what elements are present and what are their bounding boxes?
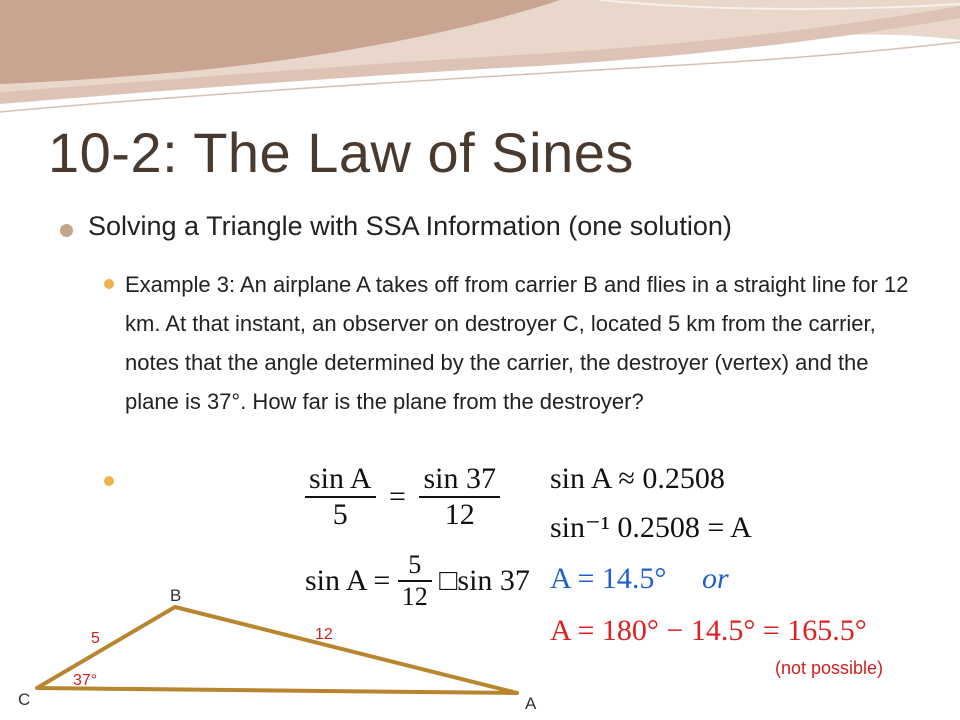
eq1-right-denominator: 12 bbox=[444, 498, 475, 531]
vertex-c-label: C bbox=[18, 690, 31, 709]
eq2-denominator: 12 bbox=[401, 582, 428, 611]
not-possible-note: (not possible) bbox=[775, 658, 884, 678]
bullet-dot bbox=[60, 224, 73, 237]
triangle-abc bbox=[37, 607, 517, 693]
eq2-numerator: 5 bbox=[398, 550, 432, 582]
eq5-or: or bbox=[701, 562, 729, 595]
eq1-left-numerator: sin A bbox=[305, 462, 376, 498]
eq1-left-denominator: 5 bbox=[332, 498, 348, 531]
equation-law-of-sines bbox=[305, 462, 500, 532]
equation-a-14-5 bbox=[550, 562, 729, 596]
equation-sin-a-approx: sin A ≈ 0.2508 bbox=[550, 462, 725, 495]
triangle-diagram bbox=[0, 575, 560, 720]
eq1-equals: = bbox=[389, 480, 406, 513]
eq2-prefix: sin A = bbox=[305, 564, 391, 597]
side-cb-label: 5 bbox=[91, 630, 100, 647]
example-3-text: Example 3: An airplane A takes off from carrier B and flies in a straight line for 12 km. At that instant, an observer on destroyer C, located 5 km from the carrier, notes that the angle determined by the carrier, the destroyer (vertex) and the plane is 37°. How far is the plane from the destroyer? bbox=[125, 272, 909, 414]
decorative-banner bbox=[0, 0, 960, 130]
equation-inverse-sine: sin⁻¹ 0.2508 = A bbox=[550, 511, 752, 544]
vertex-b-label: B bbox=[170, 586, 182, 605]
angle-c-label: 37° bbox=[73, 672, 98, 689]
eq5-main: A = 14.5° bbox=[550, 562, 667, 595]
side-ba-label: 12 bbox=[315, 626, 333, 643]
vertex-a-label: A bbox=[525, 694, 537, 713]
slide-title: 10-2: The Law of Sines bbox=[48, 121, 634, 184]
eq1-right-numerator: sin 37 bbox=[419, 462, 500, 498]
bullet-solving-ssa: Solving a Triangle with SSA Information (one solution) bbox=[88, 211, 732, 241]
bullet-dot bbox=[104, 279, 114, 289]
eq2-suffix: □sin 37 bbox=[439, 564, 530, 597]
bullet-dot bbox=[104, 476, 114, 486]
equation-a-165-5: A = 180° − 14.5° = 165.5° bbox=[550, 614, 867, 647]
